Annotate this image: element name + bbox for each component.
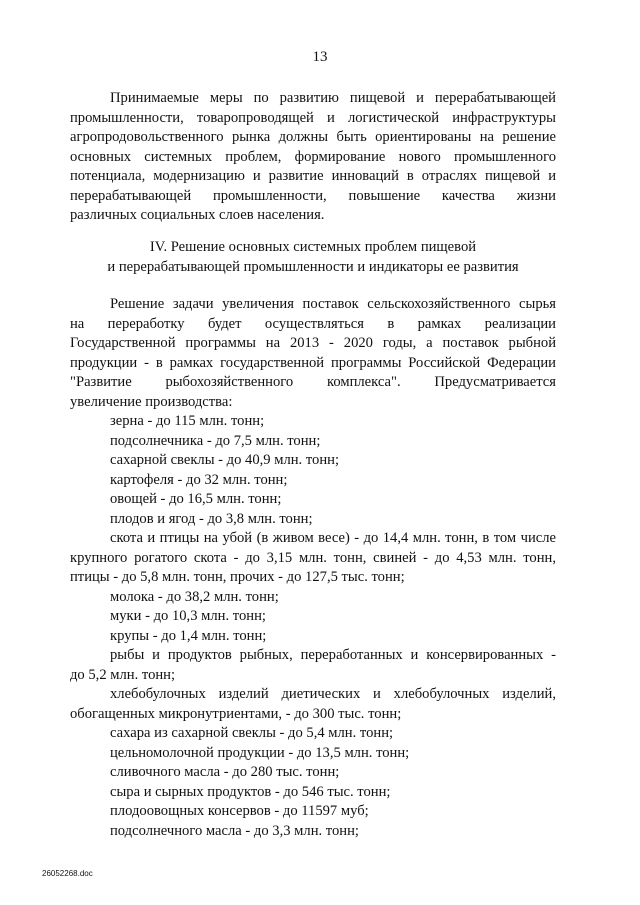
list-item [70, 646, 556, 685]
list-item-line: муки - до 10,3 млн. тонн; [110, 608, 266, 624]
list-item-line: скота и птицы на убой (в живом весе) - до 14,4 млн. тонн, в том числе [110, 530, 556, 546]
section-heading-line-1: IV. Решение основных системных проблем пищевой [149, 239, 477, 255]
main-line: Решение задачи увеличения поставок сельскохозяйственного сырья [110, 296, 556, 312]
intro-line: перерабатывающей промышленности, повышение качества жизни [70, 187, 556, 204]
list-item [70, 451, 556, 471]
list-item [70, 744, 556, 764]
list-item-line: сливочного масла - до 280 тыс. тонн; [110, 764, 340, 780]
list-item-line: хлебобулочных изделий диетических и хлебобулочных изделий, [110, 686, 556, 702]
list-item [70, 822, 556, 842]
list-item-line: крупного рогатого скота - до 3,15 млн. тонн, свиней - до 4,53 млн. тонн, [70, 549, 556, 566]
main-line: "Развитие рыбохозяйственного комплекса". Предусматривается [70, 374, 556, 390]
list-item [70, 412, 556, 432]
section-heading [70, 238, 556, 277]
list-item-line: овощей - до 16,5 млн. тонн; [110, 491, 282, 507]
intro-line: промышленности, товаропроводящей и логистической инфраструктуры [70, 109, 556, 126]
main-line: продукции - в рамках государственной программы Российской Федерации [70, 354, 556, 371]
production-list [70, 412, 556, 841]
main-line: Государственной программы на 2013 - 2020 годы, а поставок рыбной [70, 335, 556, 351]
list-item-line: обогащенных микронутриентами, - до 300 тыс. тонн; [70, 705, 402, 722]
intro-line: агропродовольственного рынка должны быть ориентированы на решение [70, 129, 556, 145]
main-line: увеличение производства: [70, 393, 233, 410]
list-item [70, 627, 556, 647]
list-item [70, 783, 556, 803]
section-heading-line-2: и перерабатывающей промышленности и индикаторы ее развития [107, 258, 519, 275]
footer-file-name: 26052268.doc [42, 869, 93, 878]
main-paragraph [70, 295, 556, 412]
list-item [70, 510, 556, 530]
list-item [70, 490, 556, 510]
list-item-line: плодоовощных консервов - до 11597 муб; [110, 803, 369, 819]
list-item [70, 724, 556, 744]
page-number: 13 [312, 49, 328, 65]
list-item [70, 763, 556, 783]
list-item-line: молока - до 38,2 млн. тонн; [110, 588, 279, 605]
list-item [70, 802, 556, 822]
list-item [70, 471, 556, 491]
list-item-line: сахара из сахарной свеклы - до 5,4 млн. тонн; [110, 725, 394, 741]
intro-line: Принимаемые меры по развитию пищевой и перерабатывающей [110, 90, 556, 106]
list-item-line: крупы - до 1,4 млн. тонн; [110, 627, 267, 644]
intro-line: потенциала, модернизацию и развитие инноваций в отраслях пищевой и [70, 168, 556, 184]
list-item-line: птицы - до 5,8 млн. тонн, прочих - до 127,5 тыс. тонн; [70, 569, 405, 585]
intro-line: различных социальных слоев населения. [70, 207, 325, 223]
list-item-line: до 5,2 млн. тонн; [70, 666, 176, 683]
list-item-line: картофеля - до 32 млн. тонн; [110, 471, 288, 488]
list-item [70, 685, 556, 724]
list-item-line: рыбы и продуктов рыбных, переработанных и консервированных - [110, 647, 556, 663]
intro-line: основных системных проблем, формирование нового промышленного [70, 148, 556, 165]
list-item-line: подсолнечного масла - до 3,3 млн. тонн; [110, 822, 359, 839]
list-item-line: сахарной свеклы - до 40,9 млн. тонн; [110, 452, 340, 468]
main-line: на переработку будет осуществляться в рамках реализации [70, 315, 556, 332]
list-item [70, 607, 556, 627]
list-item-line: цельномолочной продукции - до 13,5 млн. тонн; [110, 744, 410, 761]
intro-paragraph [70, 89, 556, 226]
list-item-line: плодов и ягод - до 3,8 млн. тонн; [110, 510, 313, 527]
list-item [70, 432, 556, 452]
list-item [70, 529, 556, 588]
list-item [70, 588, 556, 608]
list-item-line: подсолнечника - до 7,5 млн. тонн; [110, 432, 321, 449]
list-item-line: сыра и сырных продуктов - до 546 тыс. тонн; [110, 783, 391, 800]
list-item-line: зерна - до 115 млн. тонн; [110, 413, 265, 429]
